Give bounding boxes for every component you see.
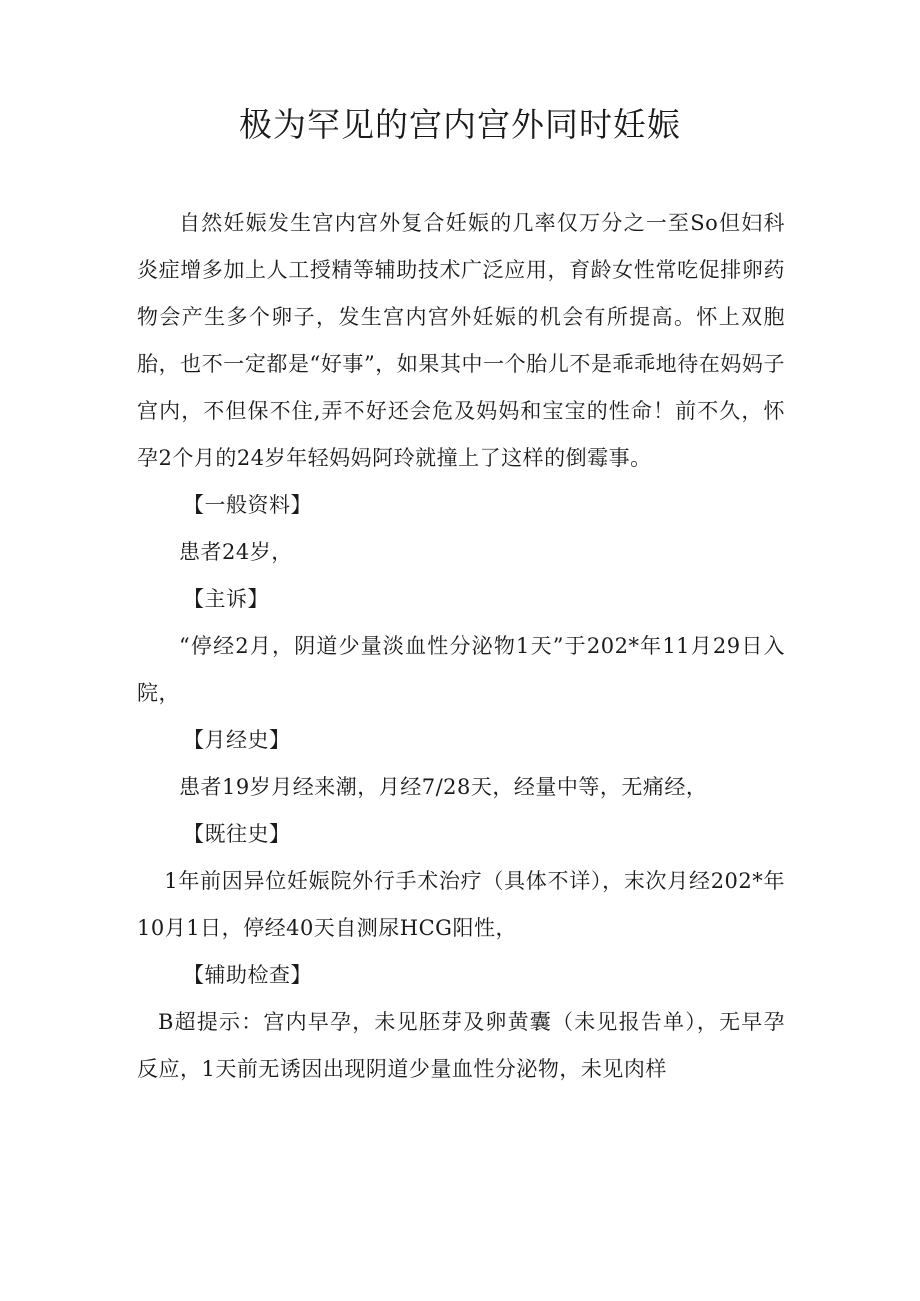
document-body [137,200,785,1093]
section-heading-history: 【既往史】 [183,822,291,846]
section-text-general: 患者24岁， [179,540,293,564]
intro-paragraph: 自然妊娠发生宫内宫外复合妊娠的几率仅万分之一至So但妇科炎症增多加上人工授精等辅助技术广泛应用，育龄女性常吃促排卵药物会产生多个卵子，发生宫内宫外妊娠的机会有所提高。怀上双胞胎，也不一定都是“好事”，如果其中一个胎儿不是乖乖地待在妈妈子宫内，不但保不住,弄不好还会危及妈妈和宝宝的性命！前不久，怀孕2个月的24岁年轻妈妈阿玲就撞上了这样的倒霉事。 [137,211,785,470]
section-text-menstrual: 患者19岁月经来潮，月经7/28天，经量中等，无痛经， [179,775,708,799]
section-text-exam: B超提示：宫内早孕，未见胚芽及卵黄囊（未见报告单），无早孕反应，1天前无诱因出现阴道少量血性分泌物，未见肉样 [137,1010,785,1081]
section-heading-menstrual: 【月经史】 [183,728,291,752]
section-text-history: 1年前因异位妊娠院外行手术治疗（具体不详），末次月经202*年10月1日，停经40天自测尿HCG阳性， [137,869,785,940]
section-heading-exam: 【辅助检查】 [183,963,312,987]
section-heading-complaint: 【主诉】 [183,587,269,611]
section-text-complaint: “停经2月，阴道少量淡血性分泌物1天”于202*年11月29日入院， [137,634,785,705]
document-title: 极为罕见的宫内宫外同时妊娠 [239,105,681,144]
section-heading-general: 【一般资料】 [183,493,312,517]
